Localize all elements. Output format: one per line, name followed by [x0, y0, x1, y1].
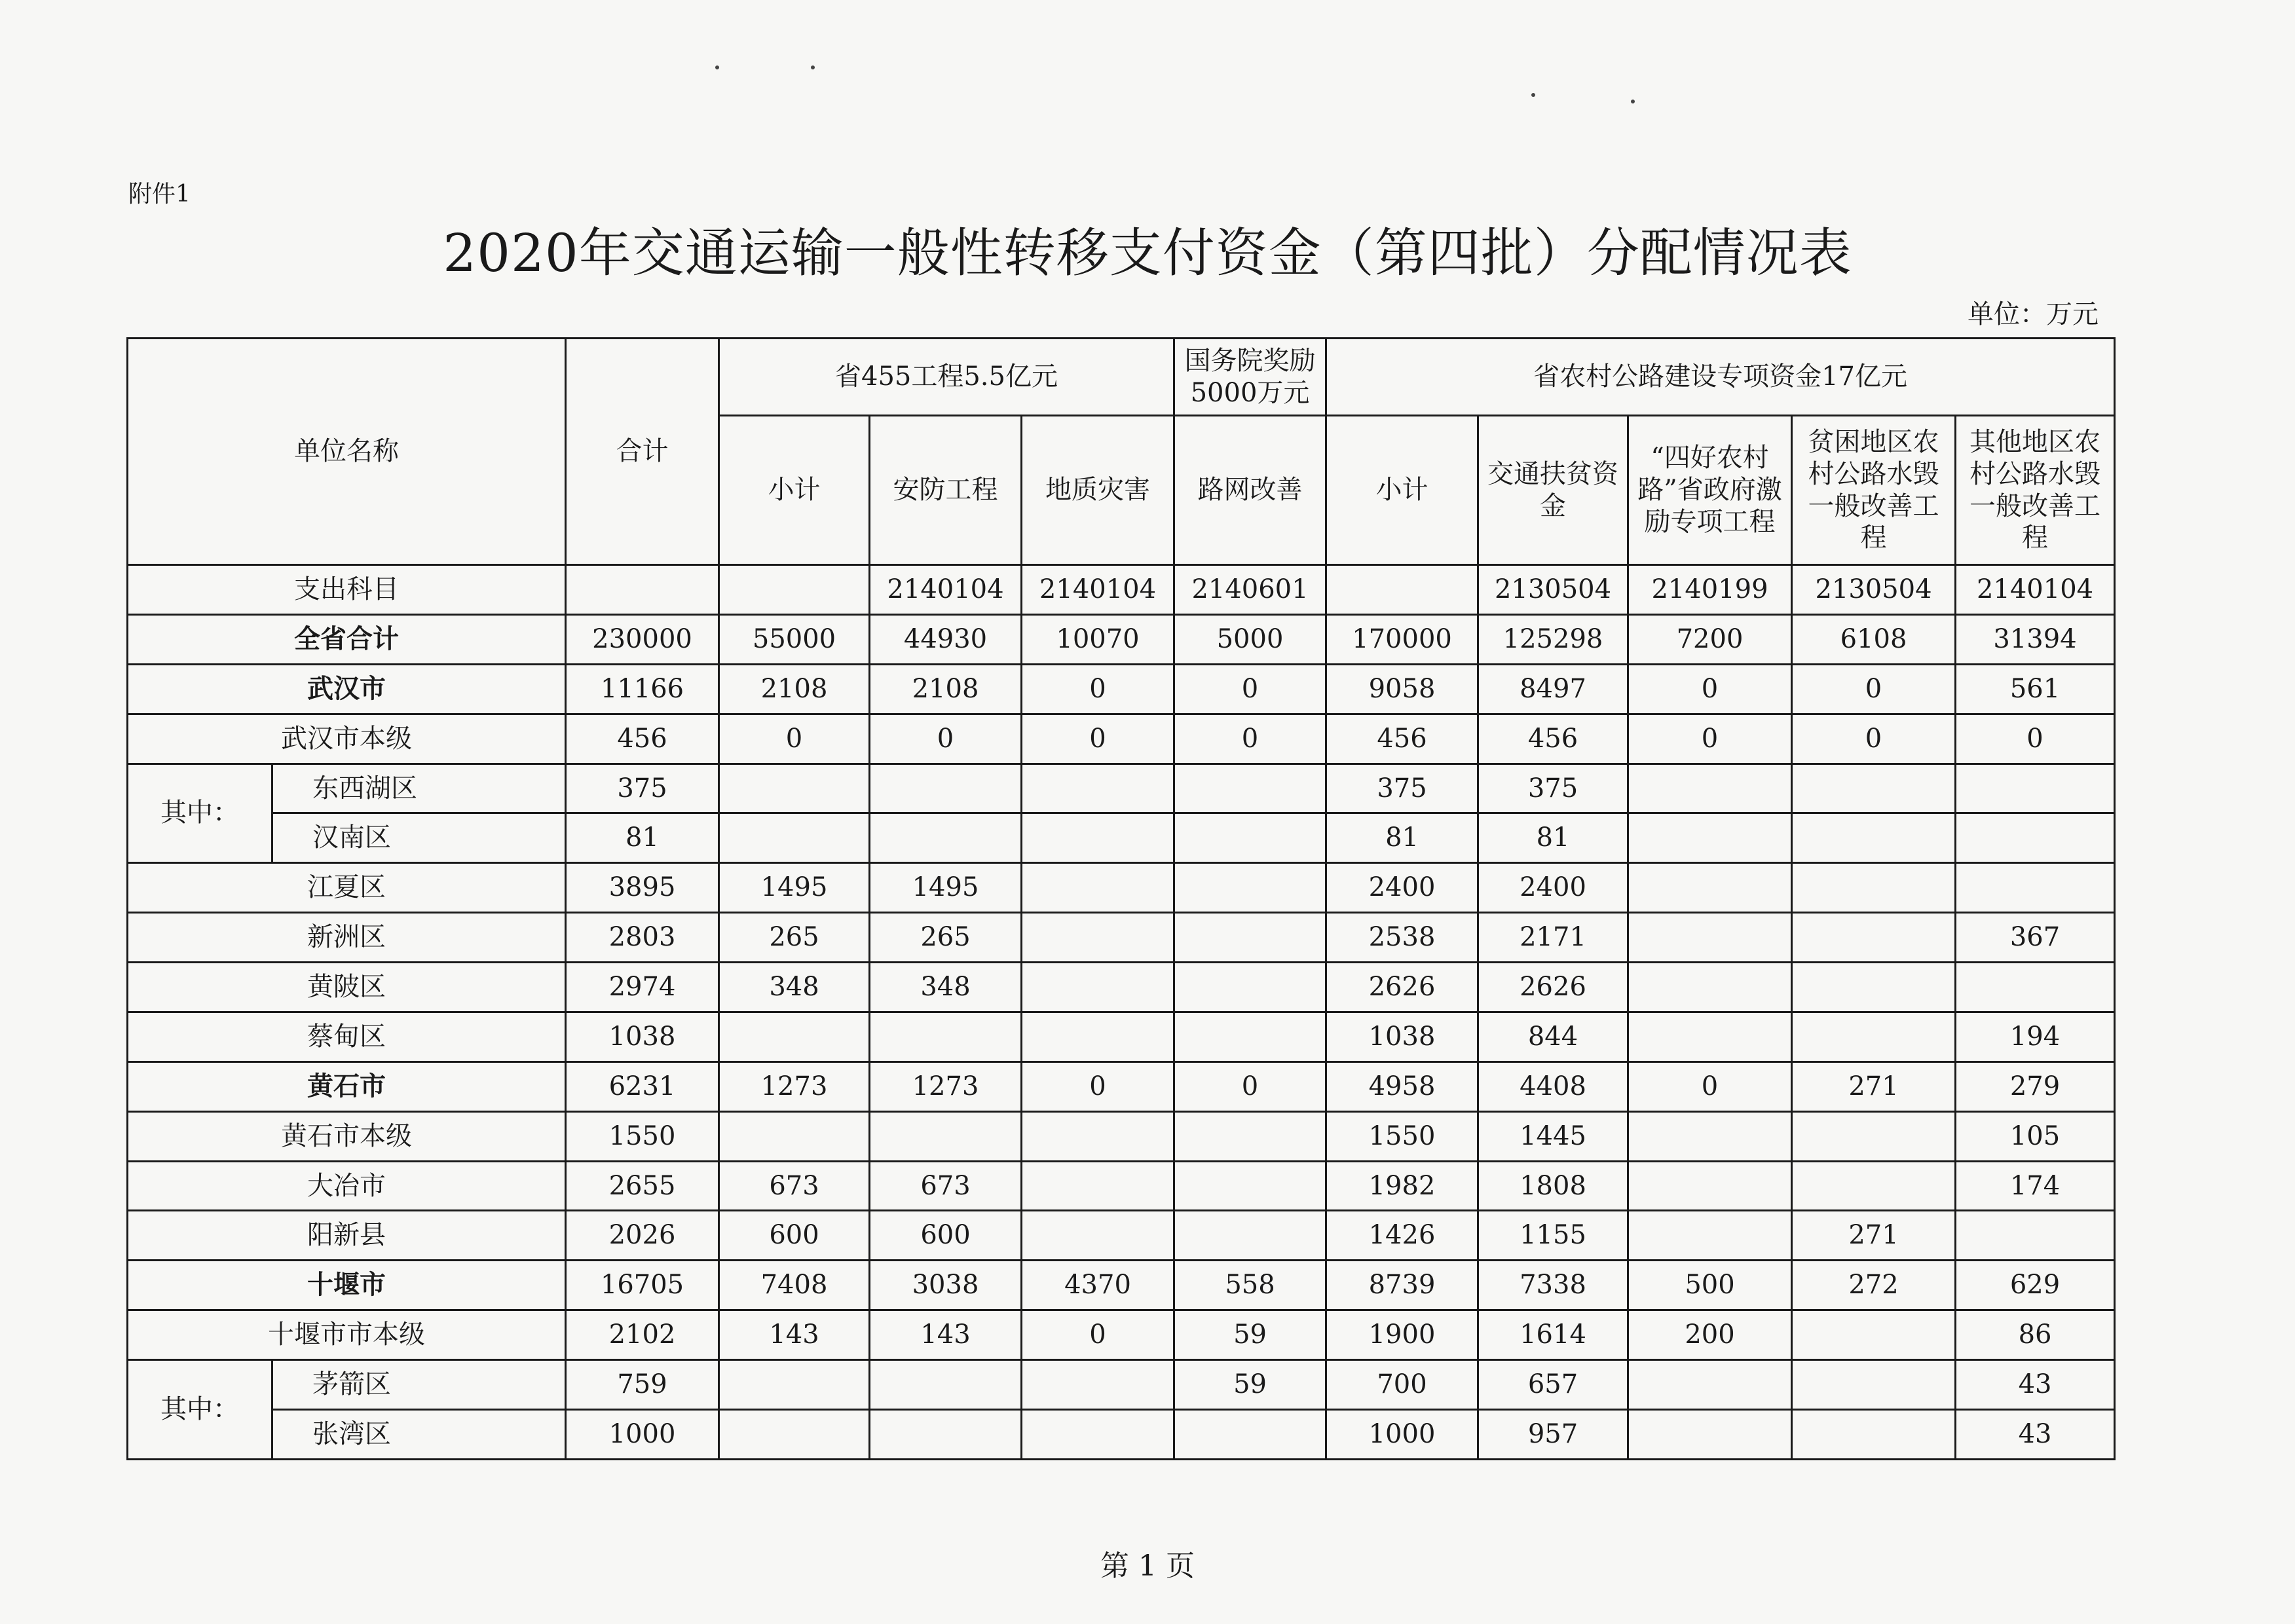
cell: 271 [1792, 1061, 1956, 1111]
cell: 10070 [1022, 614, 1174, 664]
page-number: 第 1 页 [1100, 1549, 1195, 1583]
header-subtotal-rural: 小计 [1326, 416, 1478, 565]
cell: 3038 [870, 1261, 1022, 1310]
cell: 86 [1956, 1310, 2115, 1360]
cell: 55000 [719, 614, 870, 664]
cell [1174, 1161, 1326, 1211]
cell [1174, 913, 1326, 963]
header-unit-name: 单位名称 [128, 339, 566, 565]
cell [1022, 1409, 1174, 1459]
row-label: 全省合计 [128, 614, 566, 664]
cell: 5000 [1174, 614, 1326, 664]
cell [1022, 1161, 1174, 1211]
table-row [128, 664, 2115, 714]
row-label: 汉南区 [272, 813, 566, 863]
cell: 271 [1792, 1211, 1956, 1261]
cell: 7408 [719, 1261, 870, 1310]
cell [1956, 813, 2115, 863]
cell: 456 [1478, 714, 1628, 764]
cell: 2140104 [870, 565, 1022, 615]
row-label: 武汉市本级 [128, 714, 566, 764]
cell [1792, 1111, 1956, 1161]
cell [719, 1409, 870, 1459]
cell: 0 [870, 714, 1022, 764]
cell: 2803 [566, 913, 719, 963]
header-safety-project: 安防工程 [870, 416, 1022, 565]
cell: 0 [1956, 714, 2115, 764]
cell: 375 [1326, 764, 1478, 813]
cell: 0 [1174, 1061, 1326, 1111]
header-group-state-council: 国务院奖励5000万元 [1174, 339, 1326, 416]
header-poverty-fund: 交通扶贫资金 [1478, 416, 1628, 565]
cell: 1550 [566, 1111, 719, 1161]
table-row [128, 1310, 2115, 1360]
table-row [128, 863, 2115, 913]
cell [870, 813, 1022, 863]
cell [1792, 1161, 1956, 1211]
header-group-rural-road: 省农村公路建设专项资金17亿元 [1326, 339, 2115, 416]
cell [1022, 1111, 1174, 1161]
header-total: 合计 [566, 339, 719, 565]
cell: 1155 [1478, 1211, 1628, 1261]
cell: 0 [1628, 1061, 1792, 1111]
cell: 0 [1174, 664, 1326, 714]
scan-speck [811, 65, 815, 69]
table-row [128, 1211, 2115, 1261]
row-label: 黄石市 [128, 1061, 566, 1111]
cell [1956, 863, 2115, 913]
row-label: 新洲区 [128, 913, 566, 963]
scan-speck [715, 65, 719, 69]
cell [1628, 1161, 1792, 1211]
cell [870, 764, 1022, 813]
row-label: 东西湖区 [272, 764, 566, 813]
cell: 1614 [1478, 1310, 1628, 1360]
cell: 1038 [1326, 1012, 1478, 1061]
cell [719, 813, 870, 863]
cell: 2130504 [1478, 565, 1628, 615]
cell: 1550 [1326, 1111, 1478, 1161]
cell [566, 565, 719, 615]
allocation-table [126, 337, 2116, 1460]
cell: 1808 [1478, 1161, 1628, 1211]
cell: 1038 [566, 1012, 719, 1061]
row-label: 支出科目 [128, 565, 566, 615]
cell [1792, 1012, 1956, 1061]
cell: 673 [719, 1161, 870, 1211]
cell: 4370 [1022, 1261, 1174, 1310]
row-label: 黄陂区 [128, 963, 566, 1012]
cell [1628, 913, 1792, 963]
row-label: 茅箭区 [272, 1360, 566, 1410]
row-label: 蔡甸区 [128, 1012, 566, 1061]
cell [1022, 863, 1174, 913]
of-which-label: 其中： [128, 764, 272, 863]
cell: 1900 [1326, 1310, 1478, 1360]
cell [1174, 1111, 1326, 1161]
cell [1326, 565, 1478, 615]
cell: 174 [1956, 1161, 2115, 1211]
cell: 0 [719, 714, 870, 764]
table-row [128, 1061, 2115, 1111]
table-row [128, 1409, 2115, 1459]
cell: 81 [1326, 813, 1478, 863]
cell: 43 [1956, 1360, 2115, 1410]
cell: 4958 [1326, 1061, 1478, 1111]
cell [1792, 764, 1956, 813]
cell [1022, 813, 1174, 863]
cell: 600 [870, 1211, 1022, 1261]
cell [1174, 863, 1326, 913]
cell: 4408 [1478, 1061, 1628, 1111]
cell: 8739 [1326, 1261, 1478, 1310]
cell: 11166 [566, 664, 719, 714]
cell: 0 [1792, 714, 1956, 764]
cell: 0 [1022, 664, 1174, 714]
cell: 558 [1174, 1261, 1326, 1310]
cell: 2400 [1478, 863, 1628, 913]
cell [1174, 1211, 1326, 1261]
cell: 600 [719, 1211, 870, 1261]
cell [1628, 863, 1792, 913]
header-road-network: 路网改善 [1174, 416, 1326, 565]
cell [719, 1012, 870, 1061]
row-label: 张湾区 [272, 1409, 566, 1459]
header-subtotal-455: 小计 [719, 416, 870, 565]
cell [719, 1111, 870, 1161]
header-other-area-repair: 其他地区农村公路水毁一般改善工程 [1956, 416, 2115, 565]
cell: 1273 [870, 1061, 1022, 1111]
cell: 105 [1956, 1111, 2115, 1161]
cell: 700 [1326, 1360, 1478, 1410]
cell [1022, 1360, 1174, 1410]
cell: 2108 [719, 664, 870, 714]
cell: 957 [1478, 1409, 1628, 1459]
cell: 7338 [1478, 1261, 1628, 1310]
table-row [128, 913, 2115, 963]
of-which-label: 其中： [128, 1360, 272, 1460]
cell: 2140199 [1628, 565, 1792, 615]
cell: 1273 [719, 1061, 870, 1111]
cell: 7200 [1628, 614, 1792, 664]
cell: 456 [1326, 714, 1478, 764]
cell: 0 [1792, 664, 1956, 714]
cell: 1495 [719, 863, 870, 913]
table-row [128, 614, 2115, 664]
cell: 375 [1478, 764, 1628, 813]
cell [1956, 1211, 2115, 1261]
cell: 2140104 [1022, 565, 1174, 615]
cell: 1426 [1326, 1211, 1478, 1261]
cell: 230000 [566, 614, 719, 664]
cell: 844 [1478, 1012, 1628, 1061]
cell [870, 1360, 1022, 1410]
cell: 2026 [566, 1211, 719, 1261]
cell: 81 [566, 813, 719, 863]
cell: 1000 [566, 1409, 719, 1459]
cell [1628, 764, 1792, 813]
unit-label: 单位：万元 [1968, 299, 2099, 329]
cell [719, 1360, 870, 1410]
cell [1628, 963, 1792, 1012]
cell: 6231 [566, 1061, 719, 1111]
cell: 1982 [1326, 1161, 1478, 1211]
table-row [128, 565, 2115, 615]
cell [1174, 1012, 1326, 1061]
cell: 200 [1628, 1310, 1792, 1360]
cell: 2538 [1326, 913, 1478, 963]
cell: 2140104 [1956, 565, 2115, 615]
cell: 125298 [1478, 614, 1628, 664]
cell [1956, 963, 2115, 1012]
cell: 265 [870, 913, 1022, 963]
cell: 2171 [1478, 913, 1628, 963]
cell: 759 [566, 1360, 719, 1410]
row-label: 十堰市 [128, 1261, 566, 1310]
cell: 6108 [1792, 614, 1956, 664]
table-row [128, 963, 2115, 1012]
cell [719, 565, 870, 615]
cell [1628, 1111, 1792, 1161]
cell: 629 [1956, 1261, 2115, 1310]
cell: 2974 [566, 963, 719, 1012]
cell [1174, 963, 1326, 1012]
header-geological-disaster: 地质灾害 [1022, 416, 1174, 565]
cell [719, 764, 870, 813]
header-sihao-incentive: “四好农村路”省政府激励专项工程 [1628, 416, 1792, 565]
cell: 31394 [1956, 614, 2115, 664]
cell: 43 [1956, 1409, 2115, 1459]
table-row [128, 1111, 2115, 1161]
cell: 16705 [566, 1261, 719, 1310]
cell: 0 [1174, 714, 1326, 764]
table-row [128, 714, 2115, 764]
cell: 561 [1956, 664, 2115, 714]
table-row [128, 813, 2115, 863]
cell: 2626 [1478, 963, 1628, 1012]
row-label: 阳新县 [128, 1211, 566, 1261]
cell [1956, 764, 2115, 813]
page-title: 2020年交通运输一般性转移支付资金（第四批）分配情况表 [443, 223, 1852, 284]
cell [1022, 764, 1174, 813]
cell: 81 [1478, 813, 1628, 863]
cell: 500 [1628, 1261, 1792, 1310]
cell [1792, 963, 1956, 1012]
cell: 2400 [1326, 863, 1478, 913]
scan-speck [1631, 100, 1635, 103]
cell [1174, 1409, 1326, 1459]
scan-speck [1531, 93, 1535, 97]
cell [1628, 1012, 1792, 1061]
cell [1628, 1409, 1792, 1459]
cell: 272 [1792, 1261, 1956, 1310]
table-row [128, 764, 2115, 813]
cell [1792, 1310, 1956, 1360]
cell [1628, 1360, 1792, 1410]
cell: 143 [719, 1310, 870, 1360]
cell [1792, 863, 1956, 913]
cell [1792, 813, 1956, 863]
cell: 8497 [1478, 664, 1628, 714]
cell: 673 [870, 1161, 1022, 1211]
header-poor-area-repair: 贫困地区农村公路水毁一般改善工程 [1792, 416, 1956, 565]
cell [1792, 1360, 1956, 1410]
cell: 0 [1628, 714, 1792, 764]
cell: 265 [719, 913, 870, 963]
cell: 456 [566, 714, 719, 764]
cell: 0 [1022, 714, 1174, 764]
row-label: 黄石市本级 [128, 1111, 566, 1161]
header-group-455: 省455工程5.5亿元 [719, 339, 1174, 416]
table-row [128, 1012, 2115, 1061]
cell [1022, 1012, 1174, 1061]
cell: 59 [1174, 1360, 1326, 1410]
cell [1792, 913, 1956, 963]
table-row [128, 1360, 2115, 1410]
cell [870, 1111, 1022, 1161]
cell: 9058 [1326, 664, 1478, 714]
cell: 0 [1022, 1310, 1174, 1360]
cell [1628, 1211, 1792, 1261]
cell: 2130504 [1792, 565, 1956, 615]
cell: 194 [1956, 1012, 2115, 1061]
cell [1628, 813, 1792, 863]
cell: 1000 [1326, 1409, 1478, 1459]
cell: 1495 [870, 863, 1022, 913]
table-row [128, 1261, 2115, 1310]
cell: 348 [870, 963, 1022, 1012]
cell [1174, 813, 1326, 863]
cell [1792, 1409, 1956, 1459]
cell: 2626 [1326, 963, 1478, 1012]
row-label: 大冶市 [128, 1161, 566, 1211]
cell [1022, 1211, 1174, 1261]
cell: 2108 [870, 664, 1022, 714]
cell: 170000 [1326, 614, 1478, 664]
cell: 2140601 [1174, 565, 1326, 615]
cell: 657 [1478, 1360, 1628, 1410]
attachment-label: 附件1 [128, 181, 191, 208]
row-label: 十堰市市本级 [128, 1310, 566, 1360]
cell [1022, 963, 1174, 1012]
cell: 348 [719, 963, 870, 1012]
cell: 143 [870, 1310, 1022, 1360]
row-label: 武汉市 [128, 664, 566, 714]
cell: 2655 [566, 1161, 719, 1211]
cell [1022, 913, 1174, 963]
cell: 3895 [566, 863, 719, 913]
cell: 2102 [566, 1310, 719, 1360]
cell: 279 [1956, 1061, 2115, 1111]
cell [1174, 764, 1326, 813]
row-label: 江夏区 [128, 863, 566, 913]
cell: 0 [1022, 1061, 1174, 1111]
table-row [128, 1161, 2115, 1211]
cell [870, 1409, 1022, 1459]
cell [870, 1012, 1022, 1061]
cell: 0 [1628, 664, 1792, 714]
cell: 367 [1956, 913, 2115, 963]
cell: 59 [1174, 1310, 1326, 1360]
cell: 375 [566, 764, 719, 813]
cell: 44930 [870, 614, 1022, 664]
cell: 1445 [1478, 1111, 1628, 1161]
